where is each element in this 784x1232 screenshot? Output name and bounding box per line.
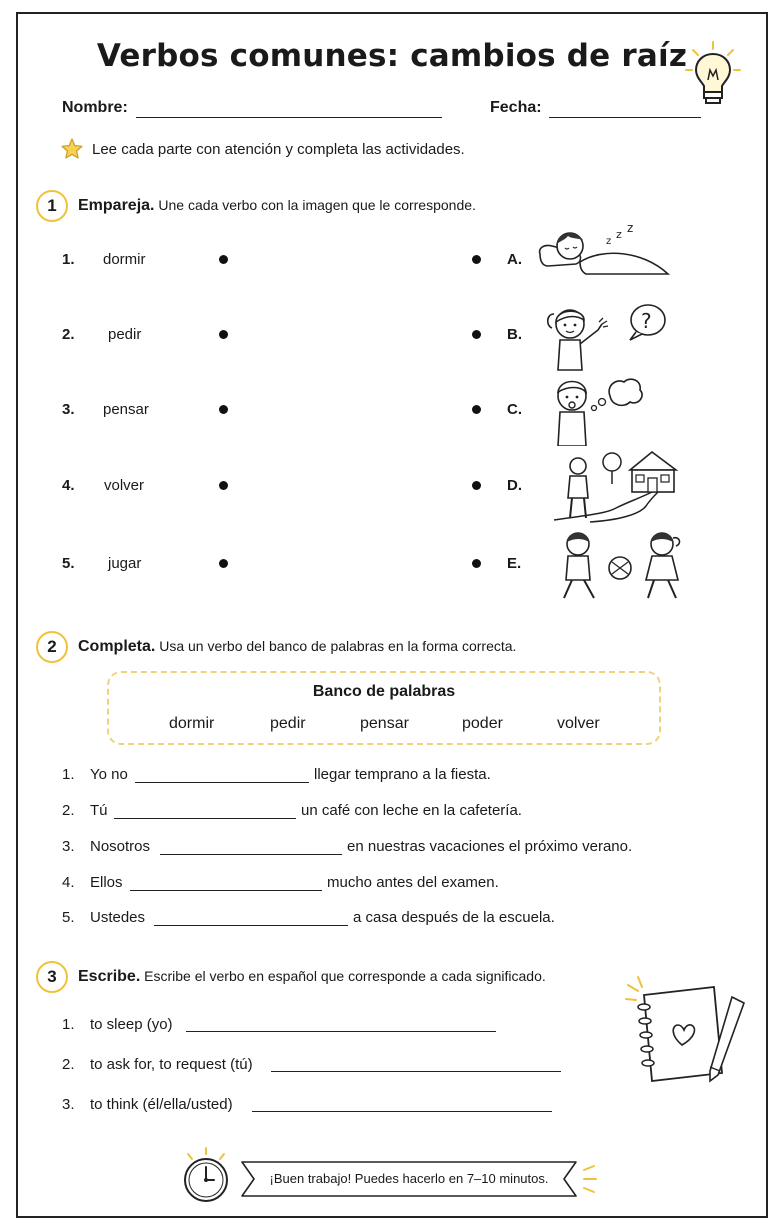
date-field[interactable] — [549, 117, 701, 118]
sentence-end: mucho antes del examen. — [327, 874, 499, 891]
match-right-dot[interactable] — [472, 405, 481, 414]
match-right-dot[interactable] — [472, 255, 481, 264]
svg-text:z: z — [616, 228, 622, 241]
match-number: 3. — [62, 401, 75, 418]
sentence-end: a casa después de la escuela. — [353, 909, 555, 926]
sparkle-icon — [580, 1162, 604, 1196]
page-title: Verbos comunes: cambios de raíz — [96, 38, 688, 74]
sentence-number: 4. — [62, 874, 75, 891]
section-2-title: Completa. — [78, 638, 156, 655]
sentence-start: Tú — [90, 802, 108, 819]
prompt-text: to think (él/ella/usted) — [90, 1096, 233, 1113]
sentence-blank[interactable] — [160, 854, 342, 855]
match-left-dot[interactable] — [219, 559, 228, 568]
sentence-number: 5. — [62, 909, 75, 926]
date-label: Fecha: — [490, 99, 542, 116]
name-field[interactable] — [136, 117, 442, 118]
word-bank-word: volver — [557, 715, 600, 732]
sentence-blank[interactable] — [114, 818, 296, 819]
match-verb: dormir — [103, 251, 146, 268]
match-number: 4. — [62, 477, 75, 494]
match-verb: volver — [104, 477, 145, 494]
sentence-start: Ellos — [90, 874, 123, 891]
prompt-text: to sleep (yo) — [90, 1016, 173, 1033]
sentence-end: en nuestras vacaciones el próximo verano. — [347, 838, 633, 855]
match-letter: A. — [507, 251, 522, 268]
footer-message: ¡Buen trabajo! Puedes hacerlo en 7–10 minutos. — [269, 1170, 549, 1186]
kids-playing-ball-icon — [556, 528, 688, 602]
sentence-end: llegar temprano a la fiesta. — [314, 766, 491, 783]
answer-line[interactable] — [252, 1111, 552, 1112]
match-right-dot[interactable] — [472, 481, 481, 490]
section-1-heading — [78, 197, 476, 215]
answer-line[interactable] — [186, 1031, 496, 1032]
name-label: Nombre: — [62, 99, 128, 116]
prompt-number: 1. — [62, 1016, 75, 1033]
prompt-number: 2. — [62, 1056, 75, 1073]
lightbulb-icon — [683, 40, 743, 112]
girl-asking-icon — [544, 300, 668, 372]
sentence-start: Nosotros — [90, 838, 151, 855]
returning-home-icon — [550, 448, 682, 524]
sentence-number: 2. — [62, 802, 75, 819]
star-icon — [60, 137, 84, 161]
clock-icon — [178, 1146, 234, 1206]
match-letter: E. — [507, 555, 522, 572]
word-bank-word: poder — [462, 715, 503, 732]
instructions-text: Lee cada parte con atención y completa las actividades. — [92, 141, 465, 158]
match-letter: C. — [507, 401, 522, 418]
match-verb: pedir — [108, 326, 142, 343]
sleeping-child-icon — [532, 222, 676, 282]
svg-text:?: ? — [641, 309, 652, 333]
prompt-text: to ask for, to request (tú) — [90, 1056, 253, 1073]
section-3-title: Escribe. — [78, 968, 141, 985]
section-1-number: 1 — [36, 190, 68, 222]
boy-thinking-icon — [552, 374, 646, 446]
sentence-start: Yo no — [90, 766, 128, 783]
match-left-dot[interactable] — [219, 481, 228, 490]
match-number: 1. — [62, 251, 75, 268]
sentence-start: Ustedes — [90, 909, 146, 926]
match-right-dot[interactable] — [472, 559, 481, 568]
match-right-dot[interactable] — [472, 330, 481, 339]
sentence-number: 3. — [62, 838, 75, 855]
sentence-blank[interactable] — [154, 925, 348, 926]
svg-text:z: z — [627, 222, 634, 235]
sentence-number: 1. — [62, 766, 75, 783]
word-bank-word: pedir — [270, 715, 306, 732]
match-number: 5. — [62, 555, 75, 572]
match-number: 2. — [62, 326, 75, 343]
section-2-heading — [78, 638, 516, 656]
section-1-subtitle: Une cada verbo con la imagen que le corresponde. — [158, 197, 476, 213]
section-2-subtitle: Usa un verbo del banco de palabras en la forma correcta. — [159, 638, 517, 654]
match-verb: jugar — [108, 555, 142, 572]
match-letter: B. — [507, 326, 522, 343]
word-bank-title: Banco de palabras — [312, 683, 456, 700]
section-3-heading — [78, 968, 546, 986]
match-left-dot[interactable] — [219, 330, 228, 339]
match-verb: pensar — [103, 401, 149, 418]
svg-text:z: z — [606, 236, 612, 247]
section-1-title: Empareja. — [78, 197, 155, 214]
match-left-dot[interactable] — [219, 255, 228, 264]
sentence-blank[interactable] — [135, 782, 309, 783]
answer-line[interactable] — [271, 1071, 561, 1072]
section-2-number: 2 — [36, 631, 68, 663]
notebook-pencil-icon — [622, 975, 752, 1087]
sentence-blank[interactable] — [130, 890, 322, 891]
match-letter: D. — [507, 477, 522, 494]
word-bank-word: pensar — [360, 715, 409, 732]
section-3-number: 3 — [36, 961, 68, 993]
sentence-end: un café con leche en la cafetería. — [301, 802, 522, 819]
word-bank-word: dormir — [169, 715, 215, 732]
section-3-subtitle: Escribe el verbo en español que corresponde a cada significado. — [144, 968, 546, 984]
match-left-dot[interactable] — [219, 405, 228, 414]
prompt-number: 3. — [62, 1096, 75, 1113]
